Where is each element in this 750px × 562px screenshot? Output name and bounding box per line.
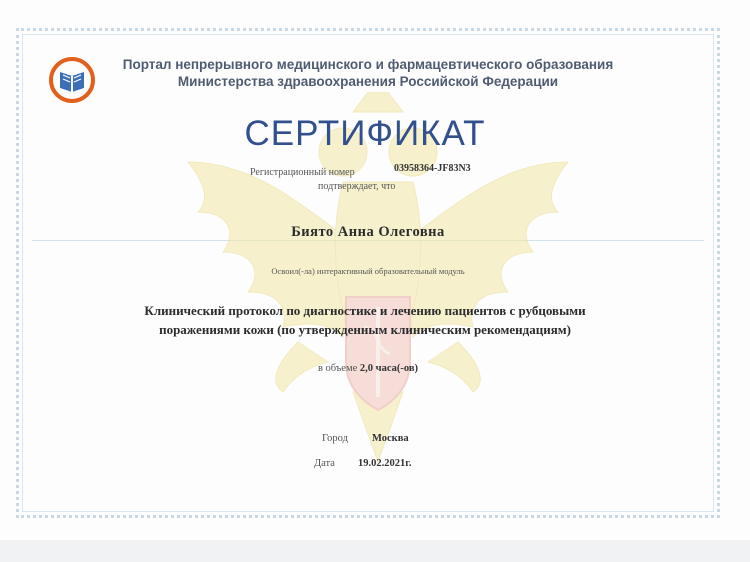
course-title <box>0 301 730 339</box>
registration-number: 03958364-JF83N3 <box>394 163 471 174</box>
volume-value: 2,0 часа(-ов) <box>359 363 419 374</box>
city-value: Москва <box>372 433 409 444</box>
certificate-title: СЕРТИФИКАТ <box>244 114 486 153</box>
portal-title-line2: Министерства здравоохранения Российской Федерации <box>177 74 559 89</box>
volume-prefix: в объеме <box>317 363 358 374</box>
recipient-name: Биято Анна Олеговна <box>291 224 445 240</box>
registration-label: Регистрационный номер <box>250 167 355 178</box>
course-title-line1: Клинический протокол по диагностике и лечению пациентов с рубцовыми <box>144 303 586 318</box>
book-shield-icon <box>48 56 96 104</box>
portal-title-line1: Портал непрерывного медицинского и фармацевтического образования <box>122 57 614 72</box>
portal-title <box>118 56 618 90</box>
date-label: Дата <box>314 458 335 469</box>
date-value: 19.02.2021г. <box>358 458 412 469</box>
module-label: Освоил(-ла) интерактивный образовательный модуль <box>271 266 465 276</box>
volume-line <box>0 363 736 374</box>
course-title-line2: поражениями кожи (по утвержденным клиническим рекомендациям) <box>159 322 571 337</box>
confirms-text: подтверждает, что <box>318 181 396 192</box>
city-label: Город <box>322 433 348 444</box>
